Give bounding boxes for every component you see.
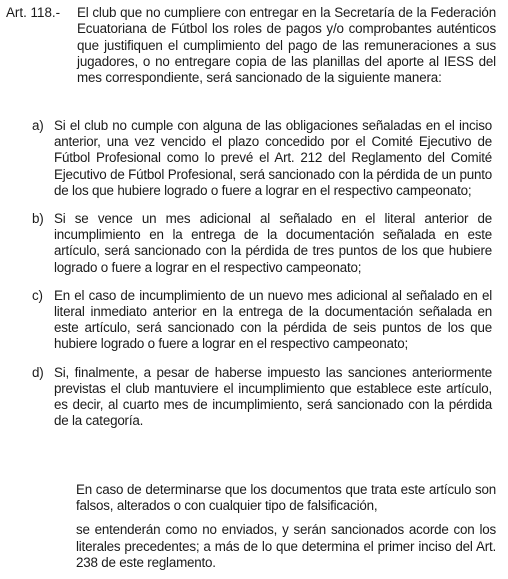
list-item-text: Si el club no cumple con alguna de las obligaciones señaladas en el inciso anterior, una vez vencido el plazo concedido por el Comité Ejecutivo de Fútbol Profesional como lo prevé el Art. 212 del Reglamento del Comité Ejecutivo de Fútbol Profesional, será sancionado con la pérdida de un punto de los que hubiere logrado o fuere a lograr en el respectivo campeonato; [54,118,492,198]
list-item-marker: a) [32,118,44,133]
article-number: Art. 118.- [6,5,61,20]
list-item [32,118,492,199]
list-item [32,288,492,353]
list-item-marker: c) [32,287,43,303]
closing-paragraph: se entenderán como no enviados, y serán sancionados acorde con los literales precedentes; a más de lo que determina el primer inciso del Art. 238 de este reglamento. [76,522,496,570]
closing-paragraph: En caso de determinarse que los documentos que trata este artículo son falsos, alterados o con cualquier tipo de falsificación, [76,482,496,514]
list-item [32,365,492,430]
sanctions-list [32,118,492,441]
list-item [32,211,492,276]
list-item-text: En el caso de incumplimiento de un nuevo mes adicional al señalado en el literal inmediato anterior en la entrega de la documentación señalada en este artículo, será sancionado con la pérdida de seis puntos de los que hubiere logrado o fuere a lograr en el respectivo campeonato; [54,287,492,352]
list-item-marker: d) [32,364,44,380]
closing-paragraphs [76,482,496,579]
article-intro-paragraph: El club que no cumpliere con entregar en la Secretaría de la Federación Ecuatoriana de Fútbol los roles de pagos y/o comprobantes auténticos que justifiquen el cumplimiento del pago de las remuneraciones a sus jugadores, o no entregare copia de las planillas del aporte al IESS del mes correspondiente, será sancionado de la siguiente manera: [77,5,496,86]
list-item-text: Si se vence un mes adicional al señalado en el literal anterior de incumplimiento en la entrega de la documentación señalada en este artículo, será sancionado con la pérdida de tres puntos de los que hubiere logrado o fuere a lograr en el respectivo campeonato; [54,211,492,275]
list-item-marker: b) [32,211,44,227]
list-item-text: Si, finalmente, a pesar de haberse impuesto las sanciones anteriormente previstas el club mantuviere el incumplimiento que establece este artículo, es decir, al cuarto mes de incumplimiento, será sancionado con la pérdida de la categoría. [54,364,492,429]
